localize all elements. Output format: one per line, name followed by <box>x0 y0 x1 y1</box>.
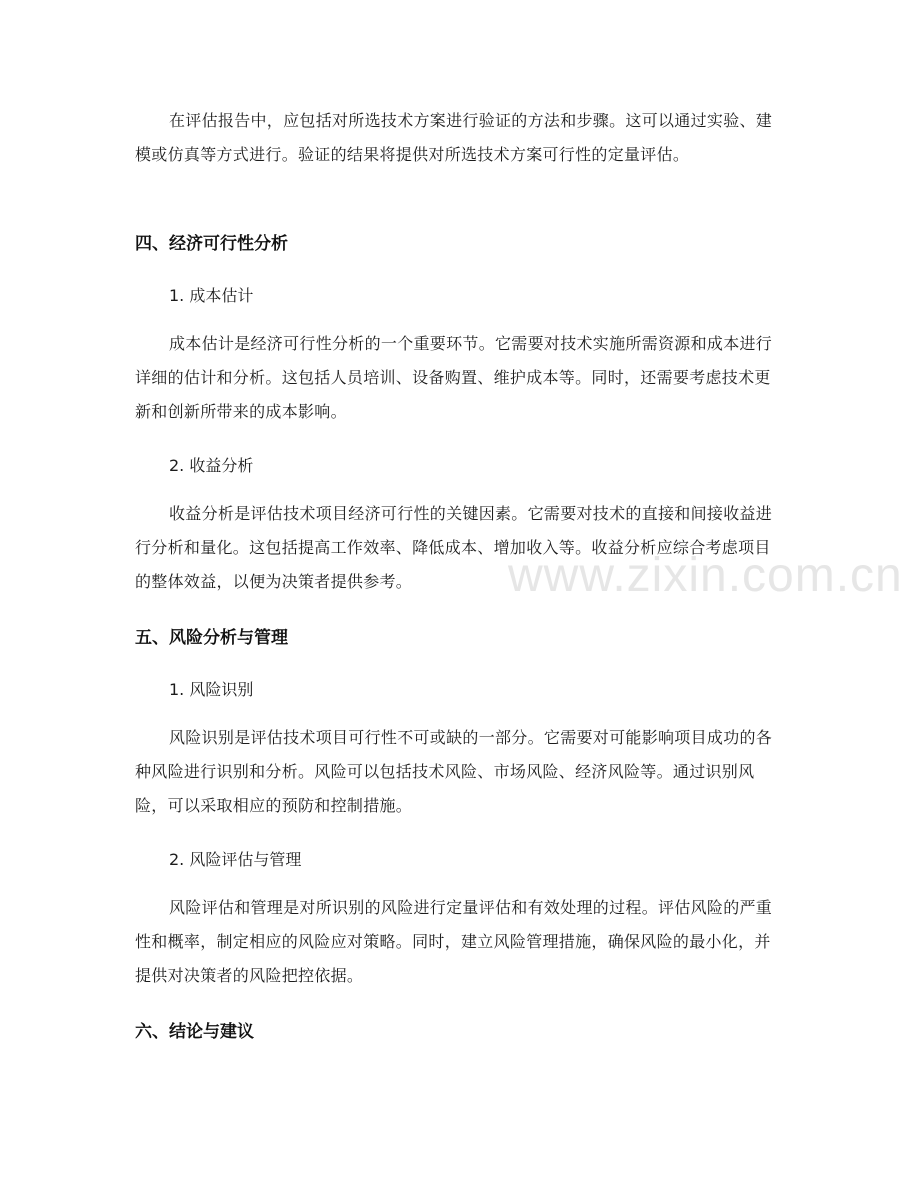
subsection-title-revenue-analysis: 2. 收益分析 <box>169 456 254 475</box>
subsection-title-cost-estimate: 1. 成本估计 <box>169 286 254 305</box>
paragraph-cost-estimate: 成本估计是经济可行性分析的一个重要环节。它需要对技术实施所需资源和成本进行详细的估计和分析。这包括人员培训、设备购置、维护成本等。同时，还需要考虑技术更新和创新所带来的成本影响。 <box>135 334 773 421</box>
subsection-title-risk-assessment: 2. 风险评估与管理 <box>169 850 302 869</box>
watermark: www.zixin.com.cn <box>508 549 903 602</box>
subsection-title-risk-identification: 1. 风险识别 <box>169 680 254 699</box>
paragraph-risk-identification: 风险识别是评估技术项目可行性不可或缺的一部分。它需要对可能影响项目成功的各种风险进行识别和分析。风险可以包括技术风险、市场风险、经济风险等。通过识别风险，可以采取相应的预防和控制措施。 <box>135 728 773 815</box>
section-heading-economic-feasibility: 四、经济可行性分析 <box>135 234 288 254</box>
intro-paragraph: 在评估报告中，应包括对所选技术方案进行验证的方法和步骤。这可以通过实验、建模或仿真等方式进行。验证的结果将提供对所选技术方案可行性的定量评估。 <box>135 111 773 164</box>
section-heading-conclusion: 六、结论与建议 <box>135 1022 254 1042</box>
section-heading-risk-analysis: 五、风险分析与管理 <box>135 628 288 648</box>
paragraph-risk-assessment: 风险评估和管理是对所识别的风险进行定量评估和有效处理的过程。评估风险的严重性和概率，制定相应的风险应对策略。同时，建立风险管理措施，确保风险的最小化，并提供对决策者的风险把控依据。 <box>135 898 773 985</box>
paragraph-revenue-analysis: 收益分析是评估技术项目经济可行性的关键因素。它需要对技术的直接和间接收益进行分析和量化。这包括提高工作效率、降低成本、增加收入等。收益分析应综合考虑项目的整体效益，以便为决策者提供参考。 <box>135 504 773 591</box>
